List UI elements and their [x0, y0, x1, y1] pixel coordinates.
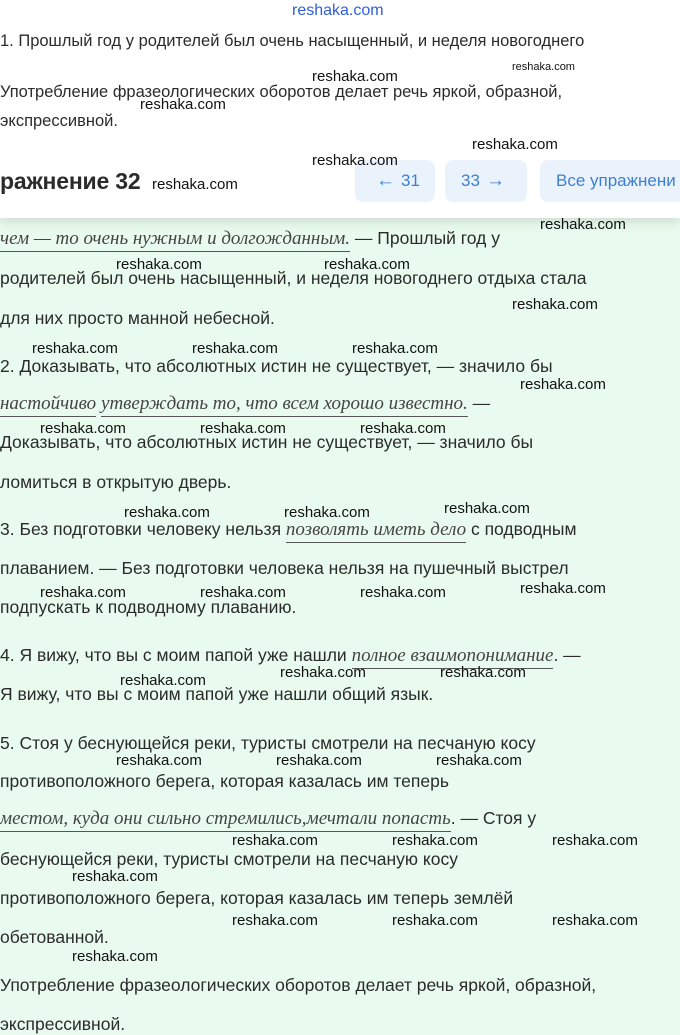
arrow-right-icon: → [485, 170, 505, 191]
watermark: reshaka.com [324, 256, 410, 273]
watermark: reshaka.com [72, 948, 158, 965]
watermark: reshaka.com [284, 504, 370, 521]
phrase-replaced: чем — то очень нужным и долгожданным. [0, 228, 350, 252]
watermark: reshaka.com [120, 672, 206, 689]
answer-line: 5. Стоя у беснующейся реки, туристы смотрели на песчаную косу [0, 733, 536, 753]
watermark: reshaka.com [436, 752, 522, 769]
watermark: reshaka.com [512, 296, 598, 313]
watermark: reshaka.com [232, 912, 318, 929]
watermark: reshaka.com [200, 584, 286, 601]
arrow-left-icon: ← [376, 170, 396, 191]
watermark: reshaka.com [312, 68, 398, 85]
watermark: reshaka.com [392, 912, 478, 929]
answer-line: 2. Доказывать, что абсолютных истин не существует, — значило бы [0, 356, 553, 376]
watermark: reshaka.com [520, 580, 606, 597]
watermark: reshaka.com [192, 340, 278, 357]
watermark: reshaka.com [540, 216, 626, 233]
watermark: reshaka.com [140, 96, 226, 113]
phrase-replaced: мечтали попасть [307, 808, 451, 832]
answer-line: для них просто манной небесной. [0, 308, 275, 328]
answer-line: местом, куда они сильно стремились,мечтали попасть. — Стоя у [0, 808, 536, 830]
watermark: reshaka.com [552, 832, 638, 849]
watermark: reshaka.com [200, 420, 286, 437]
answer-line: обетованной. [0, 927, 109, 947]
phrase-replaced: настойчиво [0, 393, 96, 417]
watermark: reshaka.com [32, 340, 118, 357]
previous-conclusion: Употребление фразеологических оборотов делает речь яркой, образной, экспрессивной. [0, 83, 563, 130]
watermark: reshaka.com [40, 584, 126, 601]
phrase-replaced: утверждать то, что всем хорошо известно. [101, 393, 468, 417]
watermark: reshaka.com [116, 752, 202, 769]
answer-line: чем — то очень нужным и долгожданным. — Прошлый год у [0, 228, 500, 250]
watermark: reshaka.com [392, 832, 478, 849]
answer-line: ломиться в открытую дверь. [0, 472, 232, 492]
answer-line: настойчиво утверждать то, что всем хорошо известно. — [0, 393, 490, 415]
site-logo[interactable]: reshaka.com [292, 2, 384, 19]
top-bar [0, 0, 680, 218]
all-exercises-button[interactable] [540, 160, 680, 202]
phrase-replaced: местом, куда они сильно стремились, [0, 808, 307, 832]
answer-line: 4. Я вижу, что вы с моим папой уже нашли полное взаимопонимание. — [0, 645, 581, 667]
answer-line: противоположного берега, которая казалась им теперь [0, 771, 449, 791]
answer-line: беснующейся реки, туристы смотрели на песчаную косу [0, 849, 458, 869]
next-exercise-button[interactable] [445, 160, 527, 202]
next-exercise-label: 33 [461, 171, 480, 190]
answer-line: противоположного берега, которая казалась им теперь землёй [0, 888, 514, 908]
conclusion-line: экспрессивной. [0, 1014, 126, 1034]
watermark: reshaka.com [280, 664, 366, 681]
prev-exercise-label: 31 [401, 171, 420, 190]
answer-line: подпускать к подводному плаванию. [0, 597, 297, 617]
watermark: reshaka.com [124, 504, 210, 521]
previous-sentence: 1. Прошлый год у родителей был очень насыщенный, и неделя новогоднего [0, 32, 585, 50]
phrase-replaced: полное взаимопонимание [352, 645, 554, 669]
watermark: reshaka.com [520, 376, 606, 393]
watermark: reshaka.com [552, 912, 638, 929]
answer-line: Доказывать, что абсолютных истин не существует, — значило бы [0, 432, 534, 452]
watermark: reshaka.com [360, 420, 446, 437]
watermark: reshaka.com [312, 152, 398, 169]
watermark: reshaka.com [232, 832, 318, 849]
watermark: reshaka.com [360, 584, 446, 601]
watermark: reshaka.com [444, 500, 530, 517]
watermark: reshaka.com [116, 256, 202, 273]
phrase-replaced: позволять иметь дело [286, 519, 466, 543]
conclusion-line: Употребление фразеологических оборотов делает речь яркой, образной, [0, 975, 597, 995]
answer-line: 3. Без подготовки человеку нельзя позволять иметь дело с подводным [0, 519, 577, 541]
watermark: reshaka.com [72, 868, 158, 885]
watermark: reshaka.com [152, 176, 238, 193]
watermark: reshaka.com [512, 61, 575, 73]
answer-line: Я вижу, что вы с моим папой уже нашли общий язык. [0, 684, 434, 704]
watermark: reshaka.com [440, 664, 526, 681]
answer-line: плаванием. — Без подготовки человека нельзя на пушечный выстрел [0, 558, 569, 578]
answer-line: родителей был очень насыщенный, и неделя новогоднего отдыха стала [0, 268, 587, 288]
exercise-title: ражнение 32 [0, 168, 141, 194]
all-exercises-label: Все упражнени [556, 171, 676, 190]
watermark: reshaka.com [276, 752, 362, 769]
watermark: reshaka.com [472, 136, 558, 153]
watermark: reshaka.com [352, 340, 438, 357]
watermark: reshaka.com [40, 420, 126, 437]
